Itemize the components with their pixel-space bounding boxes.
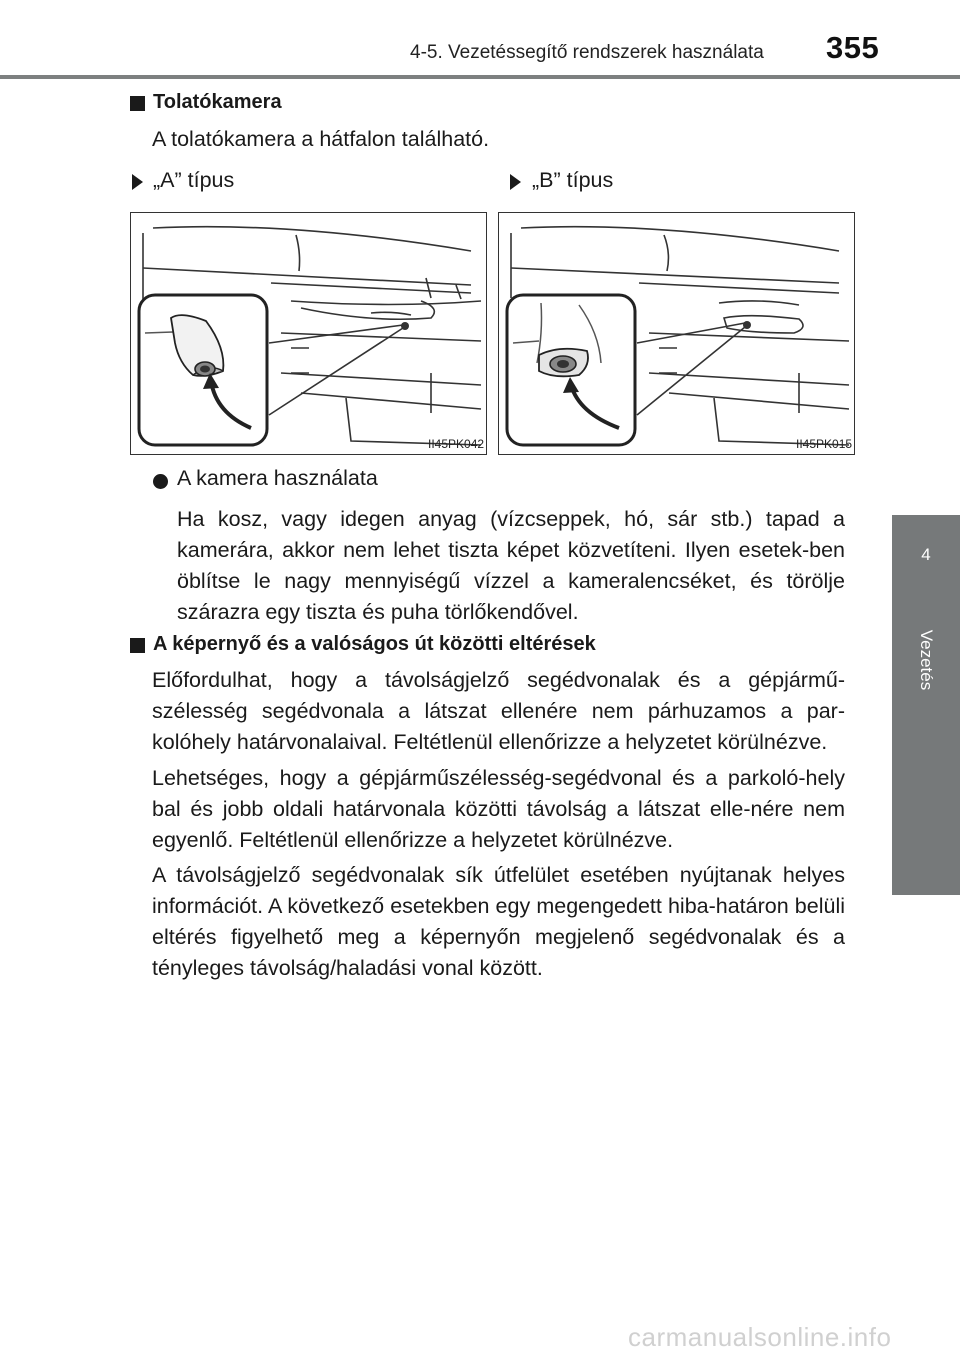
type-a-label: „A” típus: [153, 168, 235, 192]
chapter-number: 4: [921, 545, 931, 564]
camera-heading: Tolatókamera: [153, 91, 282, 113]
watermark-logo: carmanualsonline.info: [628, 1322, 892, 1352]
figure-a-code: II45PK042: [428, 437, 485, 451]
round-bullet-icon: [153, 474, 168, 489]
type-b-label: „B” típus: [532, 168, 614, 192]
triangle-bullet-icon: [132, 174, 143, 190]
section-square-icon: [130, 638, 145, 653]
triangle-bullet-icon: [510, 174, 521, 190]
difference-heading: A képernyő és a valóságos út közötti eltérések: [153, 633, 596, 655]
figure-type-a: [130, 212, 487, 455]
section-square-icon: [130, 96, 145, 111]
figure-type-b: [498, 212, 855, 455]
chapter-tab: [892, 515, 960, 595]
figure-b-code: II45PK015: [796, 437, 853, 451]
camera-usage-heading: A kamera használata: [177, 466, 378, 490]
chapter-name-tab: [892, 595, 960, 895]
difference-paragraph-3: A távolságjelző segédvonalak sík útfelület esetében nyújtanak helyes információt. A következő esetekben egy megengedett hiba-határon belüli eltérés figyelhető meg a képernyőn megjelenő segédvonalak és a tényleges távolság/haladási vonal között.: [152, 863, 845, 980]
page-number: 355: [826, 30, 880, 65]
truck-camera-b-illustration: [499, 213, 854, 454]
chapter-name: Vezetés: [917, 629, 936, 691]
camera-intro: A tolatókamera a hátfalon található.: [152, 127, 490, 151]
difference-paragraph-2: Lehetséges, hogy a gépjárműszélesség-segédvonal és a parkoló-hely bal és jobb oldali határvonala közötti távolság a látszat elle-nére nem egyenlő. Feltétlenül ellenőrizze a helyzetet körülnézve.: [152, 766, 845, 852]
header-divider: [0, 75, 960, 79]
truck-camera-a-illustration: [131, 213, 486, 454]
camera-usage-text: Ha kosz, vagy idegen anyag (vízcseppek, hó, sár stb.) tapad a kamerára, akkor nem lehet tiszta képet közvetíteni. Ilyen esetek-ben öblítse le nagy mennyiségű vízzel a kameralencséket, és törölje szárazra egy tiszta és puha törlőkendővel.: [177, 507, 845, 624]
difference-paragraph-1: Előfordulhat, hogy a távolságjelző segédvonalak és a gépjármű-szélesség segédvonala a látszat ellenére nem párhuzamos a par-kolóhely határvonalaival. Feltétlenül ellenőrizze a helyzetet körülnézve.: [152, 668, 845, 754]
header-section-title: 4-5. Vezetéssegítő rendszerek használata: [410, 42, 764, 63]
